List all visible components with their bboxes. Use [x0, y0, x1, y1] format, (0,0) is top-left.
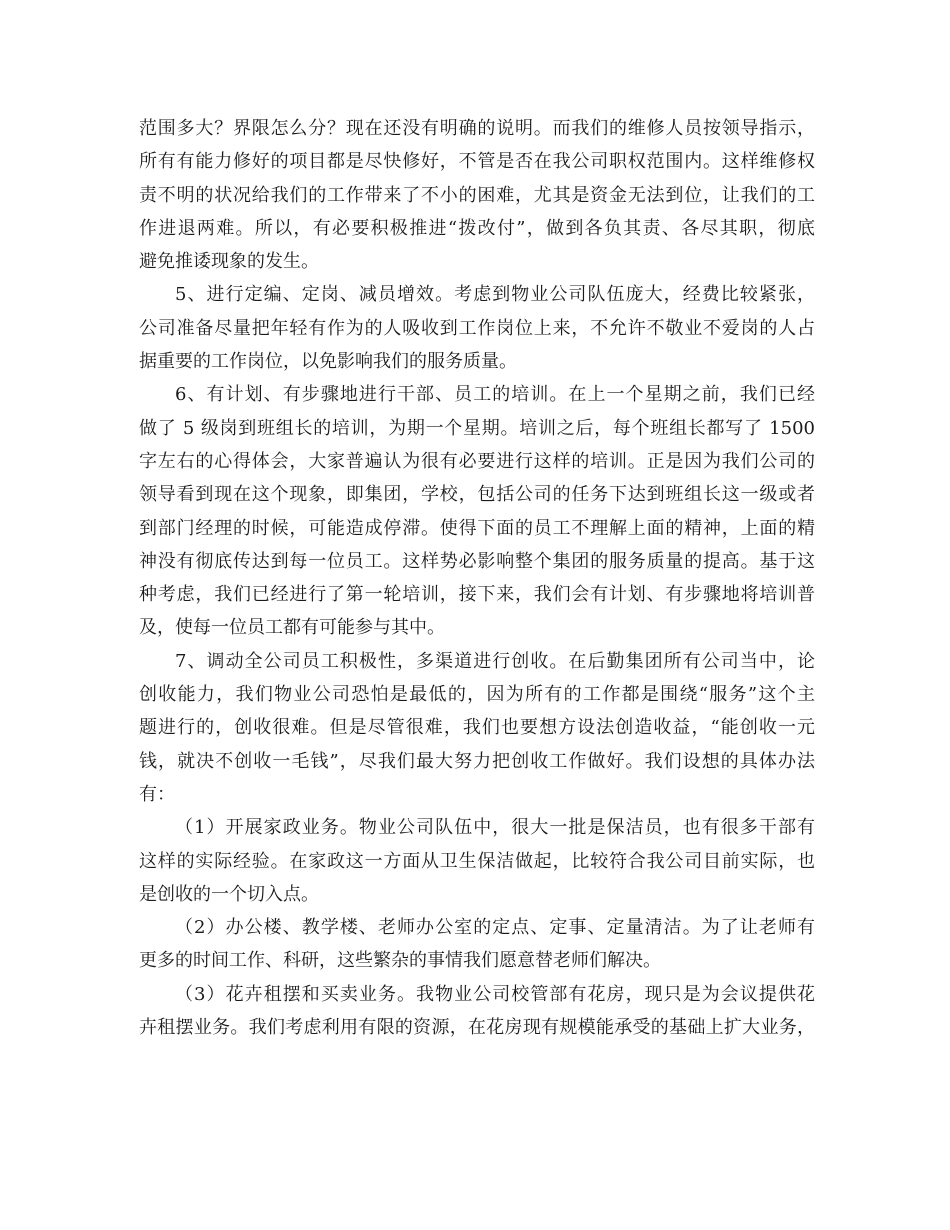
paragraph-scope	[139, 112, 815, 278]
paragraph-item-7-1	[139, 811, 815, 911]
text-line: （1）开展家政业务。物业公司队伍中，很大一批是保洁员，也有很多干部有	[175, 817, 815, 839]
text-line: 作进退两难。所以，有必要积极推进“拨改付”，做到各负其责、各尽其职，彻底	[139, 217, 815, 239]
text-line: 到部门经理的时候，可能造成停滞。使得下面的员工不理解上面的精神，上面的精	[139, 517, 815, 539]
text-line: 5、进行定编、定岗、减员增效。考虑到物业公司队伍庞大，经费比较紧张，	[175, 284, 815, 306]
text-line: 钱，就决不创收一毛钱”，尽我们最大努力把创收工作做好。我们设想的具体办法	[139, 750, 815, 772]
text-line: 公司准备尽量把年轻有作为的人吸收到工作岗位上来，不允许不敬业不爱岗的人占	[139, 317, 815, 339]
paragraph-item-6	[139, 378, 815, 644]
text-line: （2）办公楼、教学楼、老师办公室的定点、定事、定量清洁。为了让老师有	[175, 917, 815, 939]
text-line: 领导看到现在这个现象，即集团，学校，包括公司的任务下达到班组长这一级或者	[139, 484, 815, 506]
text-line: 字左右的心得体会，大家普遍认为很有必要进行这样的培训。正是因为我们公司的	[139, 450, 815, 472]
text-line: 及，使每一位员工都有可能参与其中。	[139, 617, 445, 639]
paragraph-item-7-2	[139, 911, 815, 978]
text-line: 所有有能力修好的项目都是尽快修好，不管是否在我公司职权范围内。这样维修权	[139, 151, 815, 173]
text-line: 神没有彻底传达到每一位员工。这样势必影响整个集团的服务质量的提高。基于这	[139, 550, 815, 572]
text-line: 创收能力，我们物业公司恐怕是最低的，因为所有的工作都是围绕“服务”这个主	[139, 684, 815, 706]
text-line: 避免推诿现象的发生。	[139, 251, 319, 273]
text-line: 6、有计划、有步骤地进行干部、员工的培训。在上一个星期之前，我们已经	[175, 384, 815, 406]
text-line: 是创收的一个切入点。	[139, 883, 319, 905]
paragraph-item-7	[139, 645, 815, 811]
paragraph-item-7-3	[139, 978, 815, 1045]
paragraph-item-5	[139, 278, 815, 378]
text-line: 更多的时间工作、科研，这些繁杂的事情我们愿意替老师们解决。	[139, 950, 661, 972]
text-line: 7、调动全公司员工积极性，多渠道进行创收。在后勤集团所有公司当中，论	[175, 650, 815, 672]
document-body	[139, 112, 815, 1044]
text-line: 卉租摆业务。我们考虑利用有限的资源，在花房现有规模能承受的基础上扩大业务，	[139, 1017, 815, 1039]
text-line: 种考虑，我们已经进行了第一轮培训，接下来，我们会有计划、有步骤地将培训普	[139, 584, 815, 606]
text-line: 范围多大？界限怎么分？现在还没有明确的说明。而我们的维修人员按领导指示，	[139, 118, 815, 139]
text-line: （3）花卉租摆和买卖业务。我物业公司校管部有花房，现只是为会议提供花	[175, 983, 815, 1005]
text-line: 据重要的工作岗位，以免影响我们的服务质量。	[139, 351, 517, 373]
text-line: 有：	[139, 783, 175, 805]
text-line: 责不明的状况给我们的工作带来了不小的困难，尤其是资金无法到位，让我们的工	[139, 184, 815, 206]
text-line: 这样的实际经验。在家政这一方面从卫生保洁做起，比较符合我公司目前实际，也	[139, 850, 815, 872]
text-line: 做了 5 级岗到班组长的培训，为期一个星期。培训之后，每个班组长都写了 1500	[139, 417, 815, 439]
text-line: 题进行的，创收很难。但是尽管很难，我们也要想方设法创造收益，“能创收一元	[139, 717, 815, 739]
